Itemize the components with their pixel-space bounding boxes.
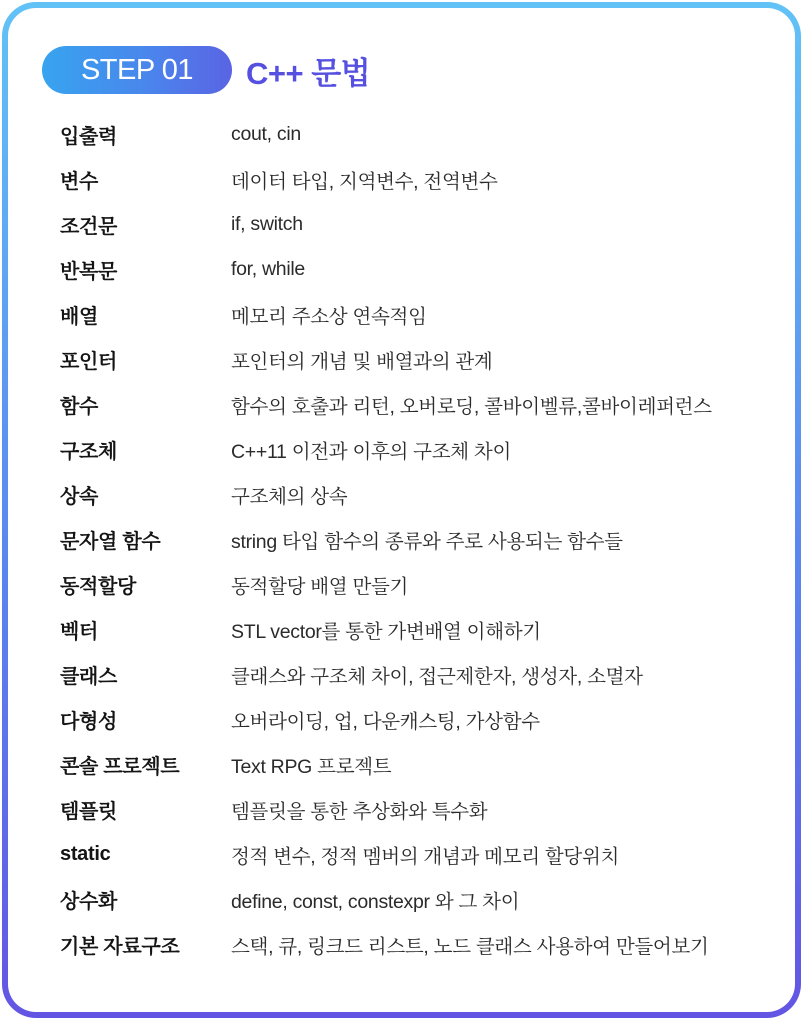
topic-row (60, 562, 780, 607)
topic-row (60, 337, 780, 382)
topic-row (60, 292, 780, 337)
topic-description: 데이터 타입, 지역변수, 전역변수 (231, 170, 498, 193)
topic-name: 문자열 함수 (60, 531, 161, 553)
topic-row (60, 607, 780, 652)
topic-row (60, 517, 780, 562)
topic-name: 콘솔 프로젝트 (60, 756, 180, 778)
step-badge: STEP 01 (42, 46, 232, 94)
topic-description: 정적 변수, 정적 멤버의 개념과 메모리 할당위치 (231, 845, 620, 868)
topic-name: 벡터 (60, 621, 99, 643)
topic-description: define, const, constexpr 와 그 차이 (231, 890, 520, 913)
topic-row (60, 832, 780, 877)
topic-row (60, 382, 780, 427)
topic-row (60, 202, 780, 247)
topic-description: 템플릿을 통한 추상화와 특수화 (231, 800, 488, 823)
topic-description: 오버라이딩, 업, 다운캐스팅, 가상함수 (231, 710, 540, 733)
topic-description: cout, cin (231, 123, 301, 145)
topic-description: 클래스와 구조체 차이, 접근제한자, 생성자, 소멸자 (231, 665, 643, 688)
topic-name: 포인터 (60, 351, 118, 373)
topic-name: 함수 (60, 396, 99, 418)
topic-description: 함수의 호출과 리턴, 오버로딩, 콜바이벨류,콜바이레퍼런스 (231, 395, 712, 418)
topic-name: 조건문 (60, 216, 118, 238)
topic-description: C++11 이전과 이후의 구조체 차이 (231, 440, 511, 463)
topic-name: 다형성 (60, 711, 118, 733)
topic-name: 상속 (60, 486, 99, 508)
topic-list (60, 112, 780, 967)
topic-row (60, 652, 780, 697)
topic-description: 스택, 큐, 링크드 리스트, 노드 클래스 사용하여 만들어보기 (231, 935, 709, 958)
topic-description: if, switch (231, 213, 303, 235)
topic-name: 변수 (60, 171, 99, 193)
topic-row (60, 787, 780, 832)
topic-name: 기본 자료구조 (60, 936, 180, 958)
section-header (42, 46, 370, 94)
topic-row (60, 157, 780, 202)
topic-description: string 타입 함수의 종류와 주로 사용되는 함수들 (231, 530, 623, 553)
topic-row (60, 922, 780, 967)
topic-row (60, 877, 780, 922)
topic-name: 상수화 (60, 891, 118, 913)
topic-description: Text RPG 프로젝트 (231, 755, 392, 778)
topic-row (60, 742, 780, 787)
topic-name: 템플릿 (60, 801, 118, 823)
topic-row (60, 472, 780, 517)
topic-row (60, 427, 780, 472)
topic-name: 클래스 (60, 666, 118, 688)
topic-name: 반복문 (60, 261, 118, 283)
topic-row (60, 247, 780, 292)
topic-name: 배열 (60, 306, 99, 328)
topic-description: for, while (231, 258, 305, 280)
topic-description: 메모리 주소상 연속적임 (231, 305, 427, 328)
topic-name: 구조체 (60, 441, 118, 463)
topic-name: 입출력 (60, 126, 118, 148)
topic-name: 동적할당 (60, 576, 137, 598)
topic-description: 동적할당 배열 만들기 (231, 575, 409, 598)
topic-description: 구조체의 상속 (231, 485, 348, 508)
topic-description: STL vector를 통한 가변배열 이해하기 (231, 620, 541, 643)
topic-name: static (60, 843, 111, 865)
topic-row (60, 697, 780, 742)
section-title: C++ 문법 (246, 55, 371, 91)
topic-row (60, 112, 780, 157)
topic-description: 포인터의 개념 및 배열과의 관계 (231, 350, 493, 373)
